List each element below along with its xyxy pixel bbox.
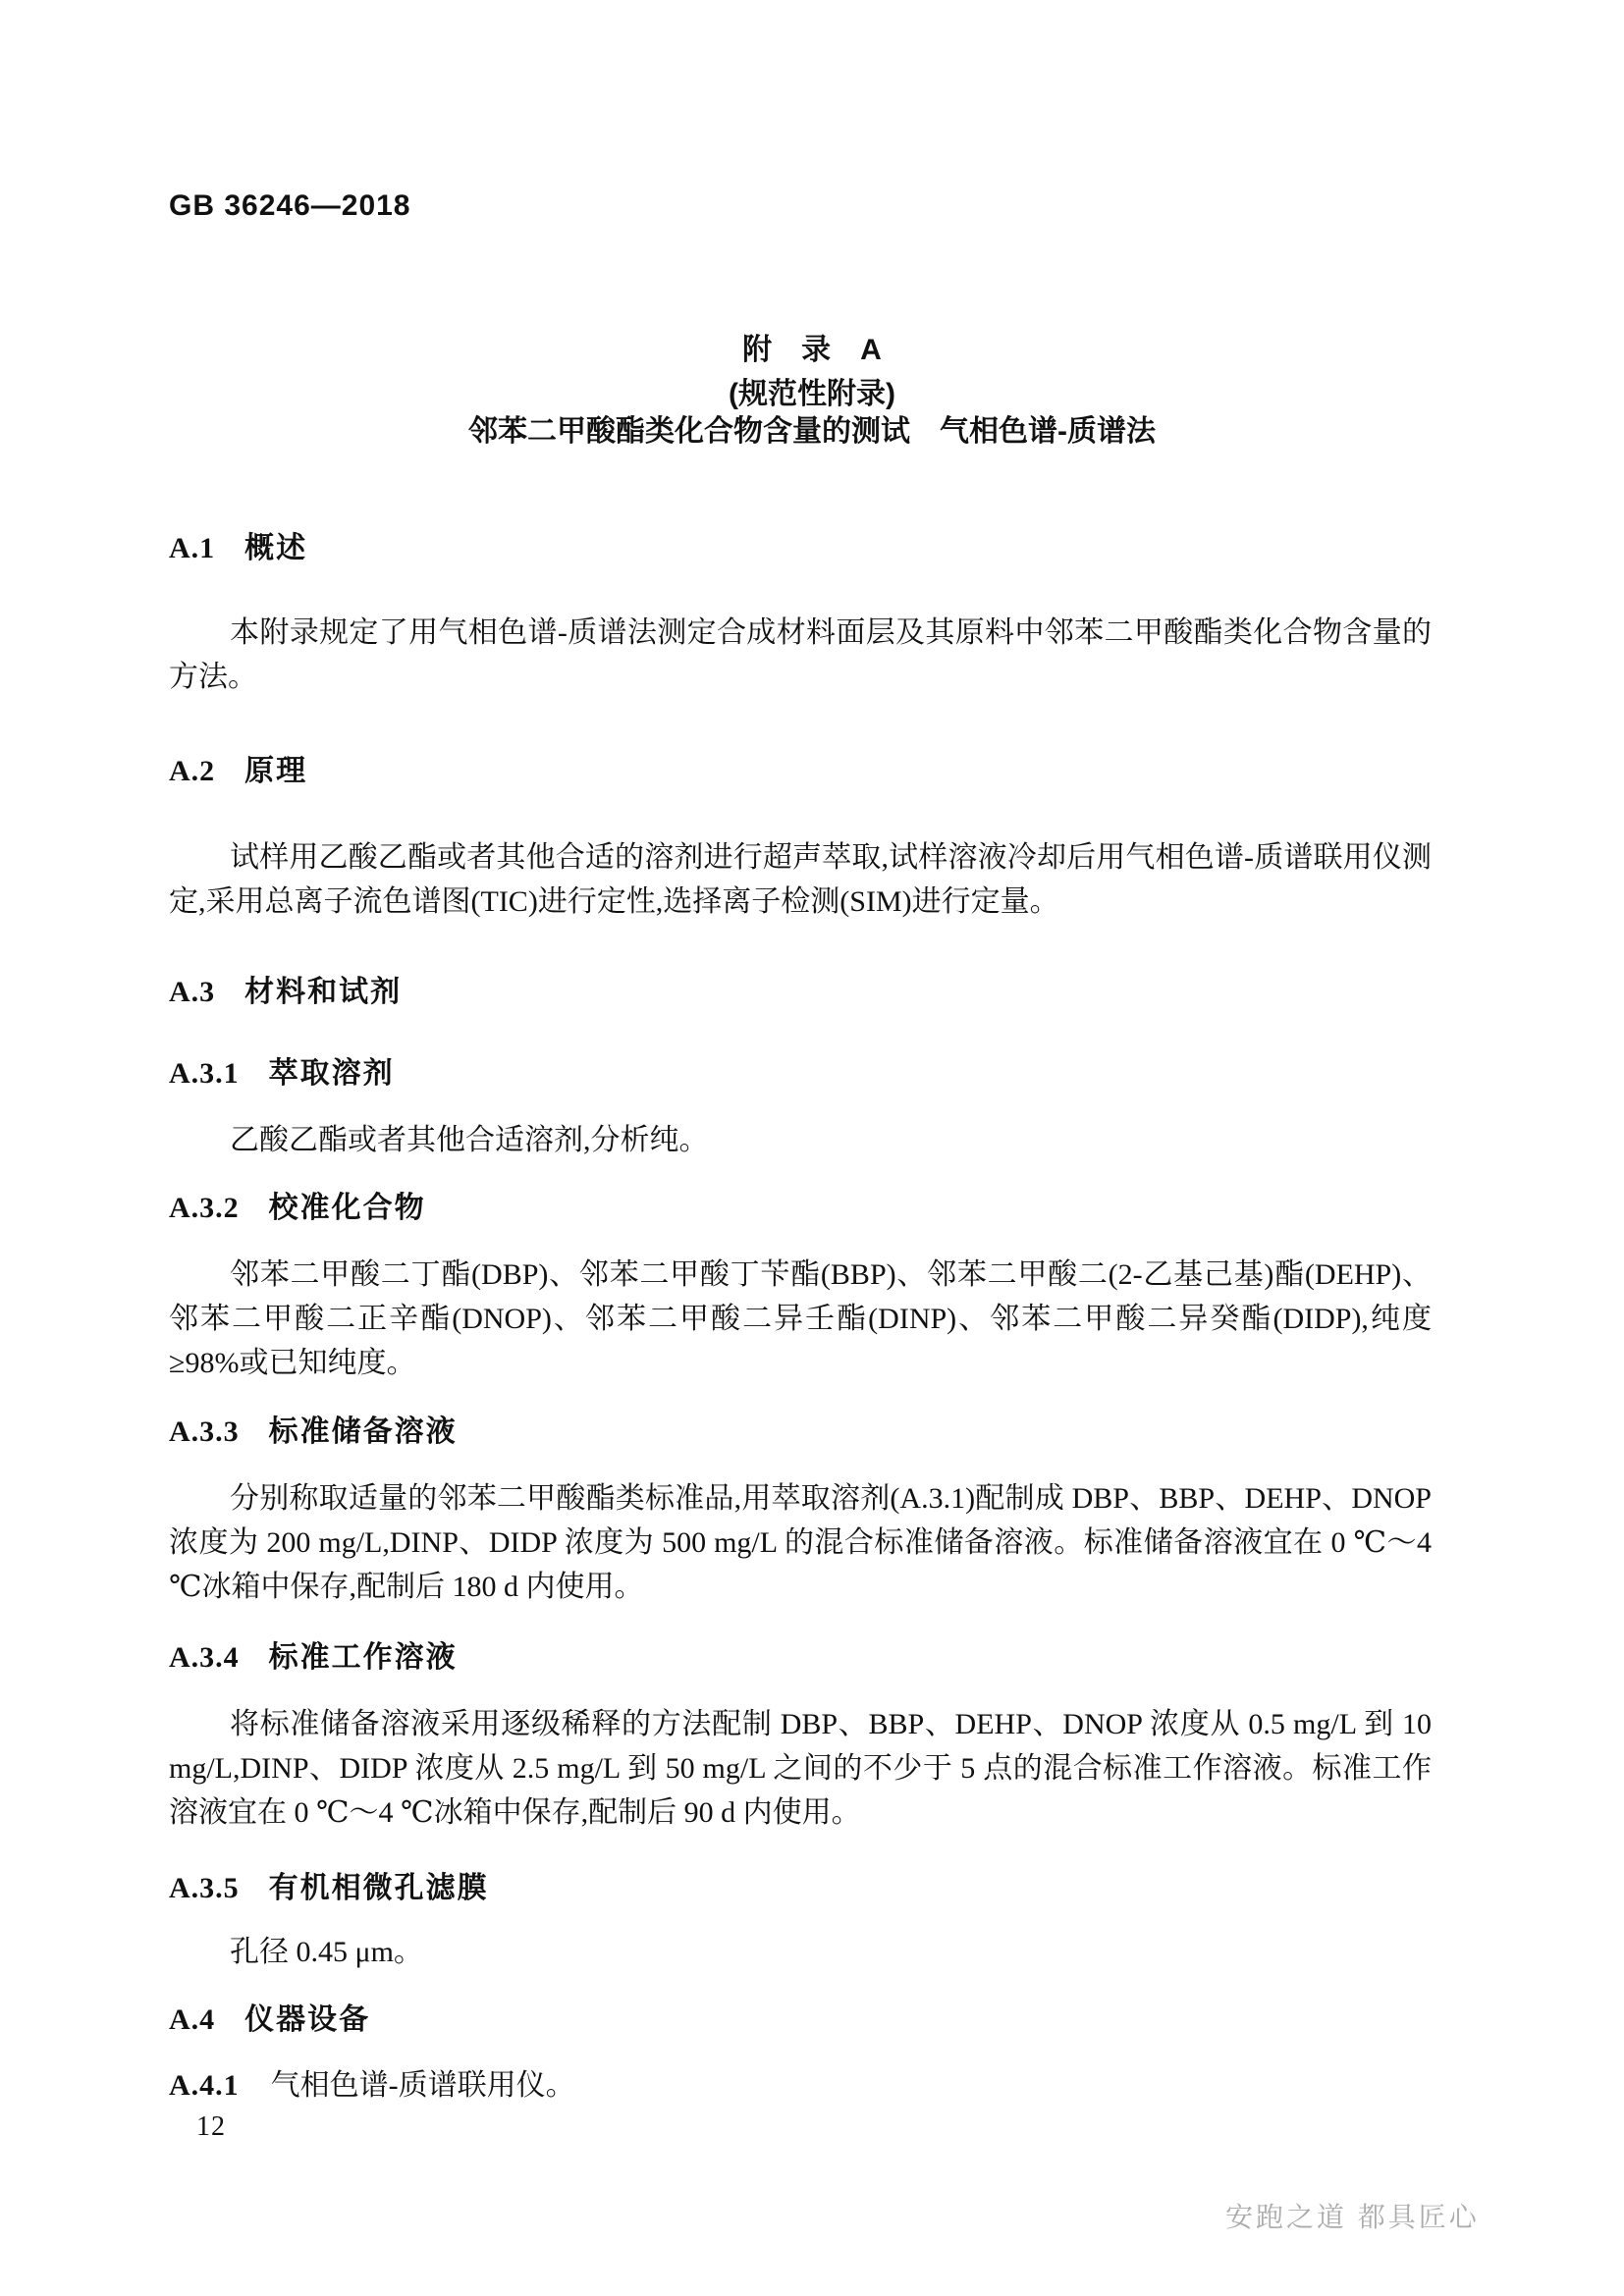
section-heading-a1 [169,530,1432,567]
appendix-title: 邻苯二甲酸酯类化合物含量的测试 气相色谱-质谱法 [468,415,1156,448]
clause-number: A.4.1 [169,2069,240,2102]
clause-title: 校准化合物 [268,1192,426,1224]
clause-title: 有机相微孔滤膜 [268,1872,489,1904]
clause-title: 标准工作溶液 [268,1641,458,1674]
clause-number: A.3.4 [169,1641,240,1674]
clause-title: 材料和试剂 [244,976,403,1008]
clause-title: 概述 [244,532,308,564]
section-heading-a3-1 [169,1055,1432,1093]
paragraph-a2: 试样用乙酸乙酯或者其他合适的溶剂进行超声萃取,试样溶液冷却后用气相色谱-质谱联用仪测定,采用总离子流色谱图(TIC)进行定性,选择离子检测(SIM)进行定量。 [169,841,1432,918]
section-heading-a3 [169,974,1432,1011]
paragraph-a3-3: 分别称取适量的邻苯二甲酸酯类标准品,用萃取溶剂(A.3.1)配制成 DBP、BBP、DEHP、DNOP 浓度为 200 mg/L,DINP、DIDP 浓度为 500 mg/L 的混合标准储备溶液。标准储备溶液宜在 0 ℃～4 ℃冰箱中保存,配制后 180 d 内使用。 [169,1482,1432,1603]
appendix-heading: 附 录 A [742,334,882,366]
section-heading-a3-5 [169,1870,1432,1907]
section-heading-a4 [169,2002,1432,2039]
section-heading-a3-4 [169,1639,1432,1677]
clause-title: 原理 [244,755,308,787]
paragraph-a3-5: 孔径 0.45 μm。 [230,1936,423,1968]
clause-number: A.3.5 [169,1872,240,1904]
clause-number: A.1 [169,532,216,564]
clause-title: 萃取溶剂 [268,1057,395,1090]
paragraph-a3-2: 邻苯二甲酸二丁酯(DBP)、邻苯二甲酸丁苄酯(BBP)、邻苯二甲酸二(2-乙基己基)酯(DEHP)、邻苯二甲酸二正辛酯(DNOP)、邻苯二甲酸二异壬酯(DINP)、邻苯二甲酸二异癸酯(DIDP),纯度≥98%或已知纯度。 [169,1258,1432,1379]
appendix-subheading: (规范性附录) [729,378,895,410]
clause-number: A.3.2 [169,1192,240,1224]
section-heading-a4-1 [169,2063,1432,2108]
watermark-text: 安跑之道 都具匠心 [1225,2202,1480,2232]
paragraph-a3-4: 将标准储备溶液采用逐级稀释的方法配制 DBP、BBP、DEHP、DNOP 浓度从 0.5 mg/L 到 10 mg/L,DINP、DIDP 浓度从 2.5 mg/L 到 50 mg/L 之间的不少于 5 点的混合标准工作溶液。标准工作溶液宜在 0 ℃～4 ℃冰箱中保存,配制后 90 d 内使用。 [169,1708,1432,1829]
clause-number: A.3.3 [169,1415,240,1448]
page-number: 12 [196,2111,226,2142]
paragraph-a1: 本附录规定了用气相色谱-质谱法测定合成材料面层及其原料中邻苯二甲酸酯类化合物含量的方法。 [169,616,1432,693]
standard-number: GB 36246—2018 [169,189,411,222]
paragraph-a3-1: 乙酸乙酯或者其他合适溶剂,分析纯。 [230,1124,709,1156]
clause-number: A.2 [169,755,216,787]
clause-title: 标准储备溶液 [268,1415,458,1448]
section-heading-a2 [169,753,1432,790]
section-heading-a3-3 [169,1414,1432,1451]
clause-number: A.3 [169,976,216,1008]
clause-title: 仪器设备 [244,2003,371,2036]
clause-number: A.3.1 [169,1057,240,1090]
clause-inline-text: 气相色谱-质谱联用仪。 [270,2069,575,2102]
section-heading-a3-2 [169,1190,1432,1227]
clause-number: A.4 [169,2003,216,2036]
